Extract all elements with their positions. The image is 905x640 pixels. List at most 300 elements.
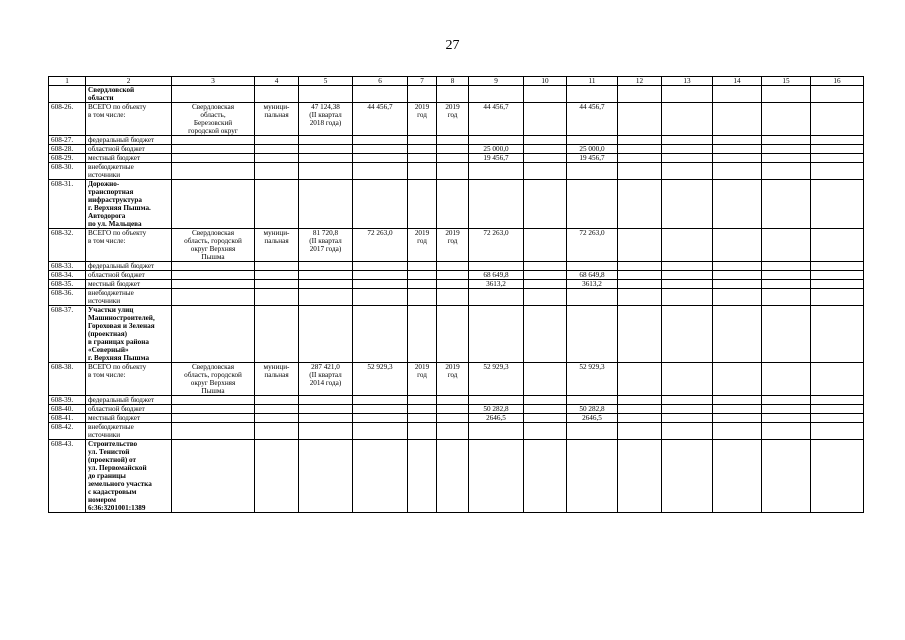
table-cell <box>811 229 864 262</box>
table-cell <box>172 280 255 289</box>
table-cell <box>172 154 255 163</box>
table-cell <box>524 271 567 280</box>
table-cell: 72 263,0 <box>353 229 408 262</box>
table-cell <box>713 306 762 363</box>
table-cell <box>469 396 524 405</box>
row-number-cell: 608-31. <box>49 180 86 229</box>
table-cell <box>299 306 353 363</box>
table-cell <box>437 440 469 513</box>
table-cell <box>662 86 713 103</box>
table-cell <box>811 440 864 513</box>
table-cell <box>713 86 762 103</box>
row-number-cell: 608-26. <box>49 103 86 136</box>
table-row <box>49 229 864 262</box>
table-cell <box>662 136 713 145</box>
row-number-cell: 608-40. <box>49 405 86 414</box>
table-row <box>49 280 864 289</box>
row-name-cell: Строительство ул. Тенистой (проектной) от ул. Первомайской до границы земельного участка с кадастровым номером 6:36:3201001:1389 <box>86 440 172 513</box>
column-number-cell: 13 <box>662 77 713 86</box>
table-cell <box>437 154 469 163</box>
table-cell <box>762 103 811 136</box>
table-cell <box>662 423 713 440</box>
table-cell: 2019 год <box>408 363 437 396</box>
row-number-cell: 608-43. <box>49 440 86 513</box>
table-cell <box>408 145 437 154</box>
column-number-cell: 8 <box>437 77 469 86</box>
table-cell <box>299 262 353 271</box>
table-cell <box>437 180 469 229</box>
table-cell <box>172 271 255 280</box>
table-cell <box>437 145 469 154</box>
row-number-cell: 608-29. <box>49 154 86 163</box>
table-cell <box>713 440 762 513</box>
table-cell <box>299 145 353 154</box>
table-cell <box>408 86 437 103</box>
table-cell <box>618 86 662 103</box>
row-name-cell: внебюджетные источники <box>86 289 172 306</box>
table-cell <box>524 229 567 262</box>
table-cell <box>408 136 437 145</box>
table-cell: 25 000,0 <box>469 145 524 154</box>
table-cell <box>811 396 864 405</box>
table-cell <box>662 280 713 289</box>
row-name-cell: Дорожно- транспортная инфраструктура г. Верхняя Пышма. Автодорога по ул. Мальцева <box>86 180 172 229</box>
table-cell: 3613,2 <box>469 280 524 289</box>
table-cell: 19 456,7 <box>469 154 524 163</box>
table-row <box>49 180 864 229</box>
table-cell <box>567 163 618 180</box>
row-name-cell: ВСЕГО по объекту в том числе: <box>86 229 172 262</box>
table-cell <box>469 289 524 306</box>
table-cell: 44 456,7 <box>469 103 524 136</box>
table-cell <box>524 289 567 306</box>
table-cell <box>172 180 255 229</box>
table-cell: Свердловская область, городской округ Верхняя Пышма <box>172 229 255 262</box>
table-cell <box>437 396 469 405</box>
table-cell <box>255 86 299 103</box>
table-cell <box>762 306 811 363</box>
row-name-cell: местный бюджет <box>86 414 172 423</box>
table-cell <box>662 306 713 363</box>
table-cell <box>408 306 437 363</box>
table-cell <box>618 136 662 145</box>
table-cell <box>255 423 299 440</box>
table-cell <box>762 136 811 145</box>
table-cell <box>662 145 713 154</box>
table-row <box>49 440 864 513</box>
table-row <box>49 86 864 103</box>
table-cell <box>618 306 662 363</box>
row-number-cell: 608-38. <box>49 363 86 396</box>
table-cell <box>618 271 662 280</box>
table-cell <box>353 86 408 103</box>
table-cell <box>437 262 469 271</box>
table-cell <box>662 229 713 262</box>
table-cell <box>762 229 811 262</box>
column-number-cell: 6 <box>353 77 408 86</box>
table-cell <box>469 180 524 229</box>
table-cell <box>811 280 864 289</box>
table-cell <box>618 229 662 262</box>
table-cell <box>762 163 811 180</box>
table-cell: 2646,5 <box>469 414 524 423</box>
table-cell <box>618 154 662 163</box>
table-row <box>49 423 864 440</box>
row-number-cell: 608-33. <box>49 262 86 271</box>
table-cell <box>437 423 469 440</box>
column-number-cell: 16 <box>811 77 864 86</box>
table-cell <box>172 163 255 180</box>
table-row <box>49 405 864 414</box>
table-cell <box>524 306 567 363</box>
table-cell <box>567 180 618 229</box>
table-cell <box>811 363 864 396</box>
table-cell <box>618 440 662 513</box>
table-cell <box>437 414 469 423</box>
table-cell <box>713 289 762 306</box>
row-name-cell: ВСЕГО по объекту в том числе: <box>86 103 172 136</box>
table-cell <box>353 396 408 405</box>
table-cell <box>408 396 437 405</box>
table-cell <box>255 136 299 145</box>
row-name-cell: внебюджетные источники <box>86 423 172 440</box>
table-cell: 50 282,8 <box>567 405 618 414</box>
table-cell <box>469 423 524 440</box>
table-cell <box>524 86 567 103</box>
column-number-cell: 1 <box>49 77 86 86</box>
table-cell: 52 929,3 <box>469 363 524 396</box>
table-cell <box>255 440 299 513</box>
table-cell <box>762 396 811 405</box>
table-cell: муници- пальная <box>255 229 299 262</box>
table-cell <box>469 86 524 103</box>
column-number-cell: 4 <box>255 77 299 86</box>
table-cell <box>255 145 299 154</box>
table-cell <box>353 440 408 513</box>
column-number-cell: 10 <box>524 77 567 86</box>
table-cell: 52 929,3 <box>567 363 618 396</box>
table-cell <box>567 440 618 513</box>
table-cell <box>618 163 662 180</box>
table-cell <box>618 103 662 136</box>
table-cell <box>618 414 662 423</box>
table-cell <box>255 396 299 405</box>
table-cell: 2019 год <box>437 229 469 262</box>
table-cell <box>353 262 408 271</box>
table-cell <box>299 423 353 440</box>
table-cell <box>299 289 353 306</box>
row-number-cell: 608-37. <box>49 306 86 363</box>
table-cell <box>469 136 524 145</box>
table-cell <box>524 440 567 513</box>
table-cell <box>408 271 437 280</box>
table-cell <box>811 103 864 136</box>
table-cell <box>437 306 469 363</box>
page-number: 27 <box>445 38 460 53</box>
table-cell: 50 282,8 <box>469 405 524 414</box>
table-cell <box>762 363 811 396</box>
table-cell <box>811 136 864 145</box>
row-name-cell: местный бюджет <box>86 154 172 163</box>
table-cell <box>662 289 713 306</box>
table-cell <box>567 86 618 103</box>
table-cell <box>172 262 255 271</box>
table-cell <box>762 414 811 423</box>
table-cell <box>255 163 299 180</box>
table-cell <box>662 271 713 280</box>
table-cell <box>762 405 811 414</box>
table-cell <box>437 136 469 145</box>
table-cell <box>567 423 618 440</box>
table-cell <box>437 271 469 280</box>
table-cell <box>811 180 864 229</box>
table-cell <box>713 145 762 154</box>
table-cell <box>811 423 864 440</box>
table-cell <box>255 414 299 423</box>
row-name-cell: внебюджетные источники <box>86 163 172 180</box>
table-cell: 72 263,0 <box>567 229 618 262</box>
row-name-cell: Участки улиц Машиностроителей, Гороховая и Зеленая (проектная) в границах района «Северный» г. Верхняя Пышма <box>86 306 172 363</box>
table-cell: 72 263,0 <box>469 229 524 262</box>
row-name-cell: областной бюджет <box>86 271 172 280</box>
table-row <box>49 289 864 306</box>
table-cell: 25 000,0 <box>567 145 618 154</box>
table-cell: 81 720,8 (II квартал 2017 года) <box>299 229 353 262</box>
table-cell <box>524 103 567 136</box>
table-cell <box>762 145 811 154</box>
table-row <box>49 136 864 145</box>
table-cell <box>437 86 469 103</box>
table-cell: 19 456,7 <box>567 154 618 163</box>
table-cell <box>618 363 662 396</box>
table-cell <box>299 414 353 423</box>
table-cell <box>567 289 618 306</box>
table-cell <box>299 180 353 229</box>
table-cell: 2646,5 <box>567 414 618 423</box>
table-cell <box>618 145 662 154</box>
table-cell <box>662 154 713 163</box>
table-cell: 3613,2 <box>567 280 618 289</box>
table-cell <box>255 405 299 414</box>
table-cell <box>713 103 762 136</box>
table-cell <box>713 229 762 262</box>
column-number-cell: 9 <box>469 77 524 86</box>
table-cell <box>762 289 811 306</box>
table-cell <box>762 280 811 289</box>
table-cell <box>255 180 299 229</box>
table-cell <box>567 262 618 271</box>
row-name-cell: областной бюджет <box>86 405 172 414</box>
table-cell <box>618 180 662 229</box>
table-cell <box>299 280 353 289</box>
table-cell <box>524 154 567 163</box>
table-cell <box>762 180 811 229</box>
table-cell <box>172 289 255 306</box>
table-cell <box>353 289 408 306</box>
table-row <box>49 271 864 280</box>
table-cell <box>618 396 662 405</box>
table-cell <box>811 145 864 154</box>
table-cell <box>353 423 408 440</box>
table-cell <box>408 262 437 271</box>
table-cell <box>172 414 255 423</box>
table-cell <box>762 440 811 513</box>
table-cell <box>255 154 299 163</box>
row-name-cell: федеральный бюджет <box>86 262 172 271</box>
table-cell <box>299 136 353 145</box>
table-cell: 287 421,0 (II квартал 2014 года) <box>299 363 353 396</box>
row-number-cell: 608-34. <box>49 271 86 280</box>
table-cell <box>255 306 299 363</box>
table-cell <box>762 271 811 280</box>
column-number-cell: 15 <box>762 77 811 86</box>
table-cell <box>255 280 299 289</box>
table-cell <box>662 414 713 423</box>
table-cell <box>662 262 713 271</box>
table-cell <box>713 136 762 145</box>
table-cell <box>762 262 811 271</box>
table-cell <box>172 136 255 145</box>
table-cell: 44 456,7 <box>353 103 408 136</box>
table-cell <box>299 163 353 180</box>
table-cell <box>524 163 567 180</box>
table-cell: 68 649,8 <box>469 271 524 280</box>
table-cell <box>618 280 662 289</box>
table-cell <box>662 405 713 414</box>
row-number-cell: 608-41. <box>49 414 86 423</box>
table-row <box>49 306 864 363</box>
row-number-cell: 608-32. <box>49 229 86 262</box>
table-cell <box>172 405 255 414</box>
table-cell <box>524 405 567 414</box>
table-cell <box>811 289 864 306</box>
budget-table <box>48 76 864 513</box>
table-cell <box>353 280 408 289</box>
table-cell <box>811 414 864 423</box>
table-row <box>49 103 864 136</box>
table-cell <box>172 86 255 103</box>
table-cell <box>299 405 353 414</box>
table-cell <box>618 423 662 440</box>
table-cell <box>353 136 408 145</box>
table-cell <box>255 271 299 280</box>
table-cell <box>299 396 353 405</box>
table-cell <box>469 306 524 363</box>
table-cell <box>524 396 567 405</box>
column-number-cell: 14 <box>713 77 762 86</box>
table-cell <box>524 180 567 229</box>
table-cell: 2019 год <box>437 363 469 396</box>
row-number-cell: 608-30. <box>49 163 86 180</box>
table-cell <box>811 86 864 103</box>
table-cell <box>713 154 762 163</box>
row-number-cell: 608-27. <box>49 136 86 145</box>
table-cell <box>469 440 524 513</box>
table-cell <box>353 414 408 423</box>
table-cell <box>713 163 762 180</box>
table-cell <box>172 145 255 154</box>
table-cell <box>811 405 864 414</box>
table-cell <box>618 405 662 414</box>
row-number-cell: 608-36. <box>49 289 86 306</box>
column-number-cell: 3 <box>172 77 255 86</box>
table-row <box>49 145 864 154</box>
column-number-cell: 7 <box>408 77 437 86</box>
table-cell <box>618 289 662 306</box>
table-cell <box>299 86 353 103</box>
table-cell <box>353 271 408 280</box>
table-row <box>49 163 864 180</box>
table-cell <box>408 163 437 180</box>
row-name-cell: местный бюджет <box>86 280 172 289</box>
table-cell <box>811 271 864 280</box>
table-cell <box>255 289 299 306</box>
row-number-cell: 608-35. <box>49 280 86 289</box>
table-row <box>49 154 864 163</box>
table-cell <box>353 306 408 363</box>
table-cell <box>255 262 299 271</box>
table-cell <box>353 163 408 180</box>
table-cell: 2019 год <box>408 103 437 136</box>
table-cell <box>299 440 353 513</box>
table-row <box>49 396 864 405</box>
table-cell <box>524 414 567 423</box>
table-cell <box>662 396 713 405</box>
table-cell <box>762 154 811 163</box>
table-cell <box>469 163 524 180</box>
table-cell <box>713 363 762 396</box>
table-cell <box>353 145 408 154</box>
table-cell <box>567 396 618 405</box>
table-cell: муници- пальная <box>255 363 299 396</box>
table-cell <box>408 440 437 513</box>
table-cell <box>524 262 567 271</box>
table-row <box>49 262 864 271</box>
table-cell <box>353 405 408 414</box>
table-cell: 52 929,3 <box>353 363 408 396</box>
table-cell <box>299 154 353 163</box>
table-cell <box>524 423 567 440</box>
table-cell <box>299 271 353 280</box>
table-cell: 68 649,8 <box>567 271 618 280</box>
table-cell <box>524 136 567 145</box>
table-cell <box>762 423 811 440</box>
table-cell <box>353 154 408 163</box>
table-cell <box>713 396 762 405</box>
table-cell <box>811 306 864 363</box>
table-cell: 47 124,38 (II квартал 2018 года) <box>299 103 353 136</box>
table-cell <box>713 414 762 423</box>
table-cell <box>408 414 437 423</box>
table-cell <box>437 289 469 306</box>
table-cell <box>524 363 567 396</box>
table-cell <box>408 405 437 414</box>
table-cell <box>662 103 713 136</box>
table-cell <box>408 280 437 289</box>
table-cell <box>713 405 762 414</box>
table-cell <box>713 180 762 229</box>
row-name-cell: федеральный бюджет <box>86 396 172 405</box>
table-row <box>49 414 864 423</box>
table-cell <box>172 423 255 440</box>
table-cell <box>713 280 762 289</box>
table-cell <box>408 180 437 229</box>
table-cell: Свердловская область, Березовский городской округ <box>172 103 255 136</box>
table-cell <box>618 262 662 271</box>
table-cell <box>662 440 713 513</box>
table-cell: 44 456,7 <box>567 103 618 136</box>
table-cell <box>662 163 713 180</box>
